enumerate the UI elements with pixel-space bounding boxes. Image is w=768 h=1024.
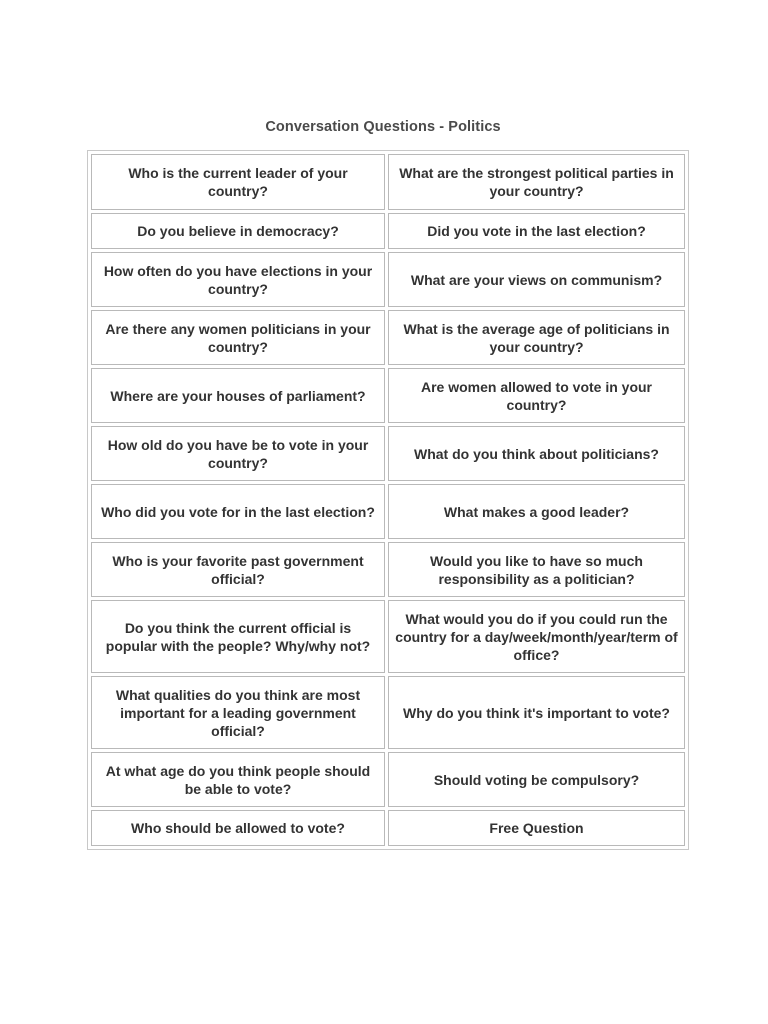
- table-row: [91, 252, 685, 307]
- question-table: [87, 150, 689, 850]
- question-cell: Do you think the current official is popular with the people? Why/why not?: [91, 600, 385, 673]
- table-row: [91, 676, 685, 749]
- table-row: [91, 600, 685, 673]
- table-row: [91, 213, 685, 249]
- table-row: [91, 484, 685, 539]
- table-row: [91, 542, 685, 597]
- question-cell: How often do you have elections in your country?: [91, 252, 385, 307]
- question-cell: What is the average age of politicians in your country?: [388, 310, 685, 365]
- question-cell: Who did you vote for in the last election?: [91, 484, 385, 539]
- table-row: [91, 752, 685, 807]
- question-cell: What do you think about politicians?: [388, 426, 685, 481]
- question-cell: What qualities do you think are most important for a leading government official?: [91, 676, 385, 749]
- question-cell: Did you vote in the last election?: [388, 213, 685, 249]
- question-cell: Are there any women politicians in your country?: [91, 310, 385, 365]
- question-cell: What makes a good leader?: [388, 484, 685, 539]
- question-cell: Are women allowed to vote in your country?: [388, 368, 685, 423]
- question-cell: Who is the current leader of your country?: [91, 154, 385, 210]
- question-cell: At what age do you think people should be able to vote?: [91, 752, 385, 807]
- page-title: Conversation Questions - Politics: [265, 119, 501, 135]
- question-cell: Free Question: [388, 810, 685, 846]
- table-row: [91, 310, 685, 365]
- question-cell: Do you believe in democracy?: [91, 213, 385, 249]
- question-cell: Who should be allowed to vote?: [91, 810, 385, 846]
- question-cell: Would you like to have so much responsibility as a politician?: [388, 542, 685, 597]
- question-cell: Should voting be compulsory?: [388, 752, 685, 807]
- question-cell: What are the strongest political parties in your country?: [388, 154, 685, 210]
- question-cell: What are your views on communism?: [388, 252, 685, 307]
- question-cell: How old do you have be to vote in your country?: [91, 426, 385, 481]
- question-cell: What would you do if you could run the country for a day/week/month/year/term of office?: [388, 600, 685, 673]
- table-row: [91, 154, 685, 210]
- question-cell: Who is your favorite past government official?: [91, 542, 385, 597]
- table-row: [91, 810, 685, 846]
- table-row: [91, 368, 685, 423]
- question-cell: Where are your houses of parliament?: [91, 368, 385, 423]
- question-cell: Why do you think it's important to vote?: [388, 676, 685, 749]
- table-row: [91, 426, 685, 481]
